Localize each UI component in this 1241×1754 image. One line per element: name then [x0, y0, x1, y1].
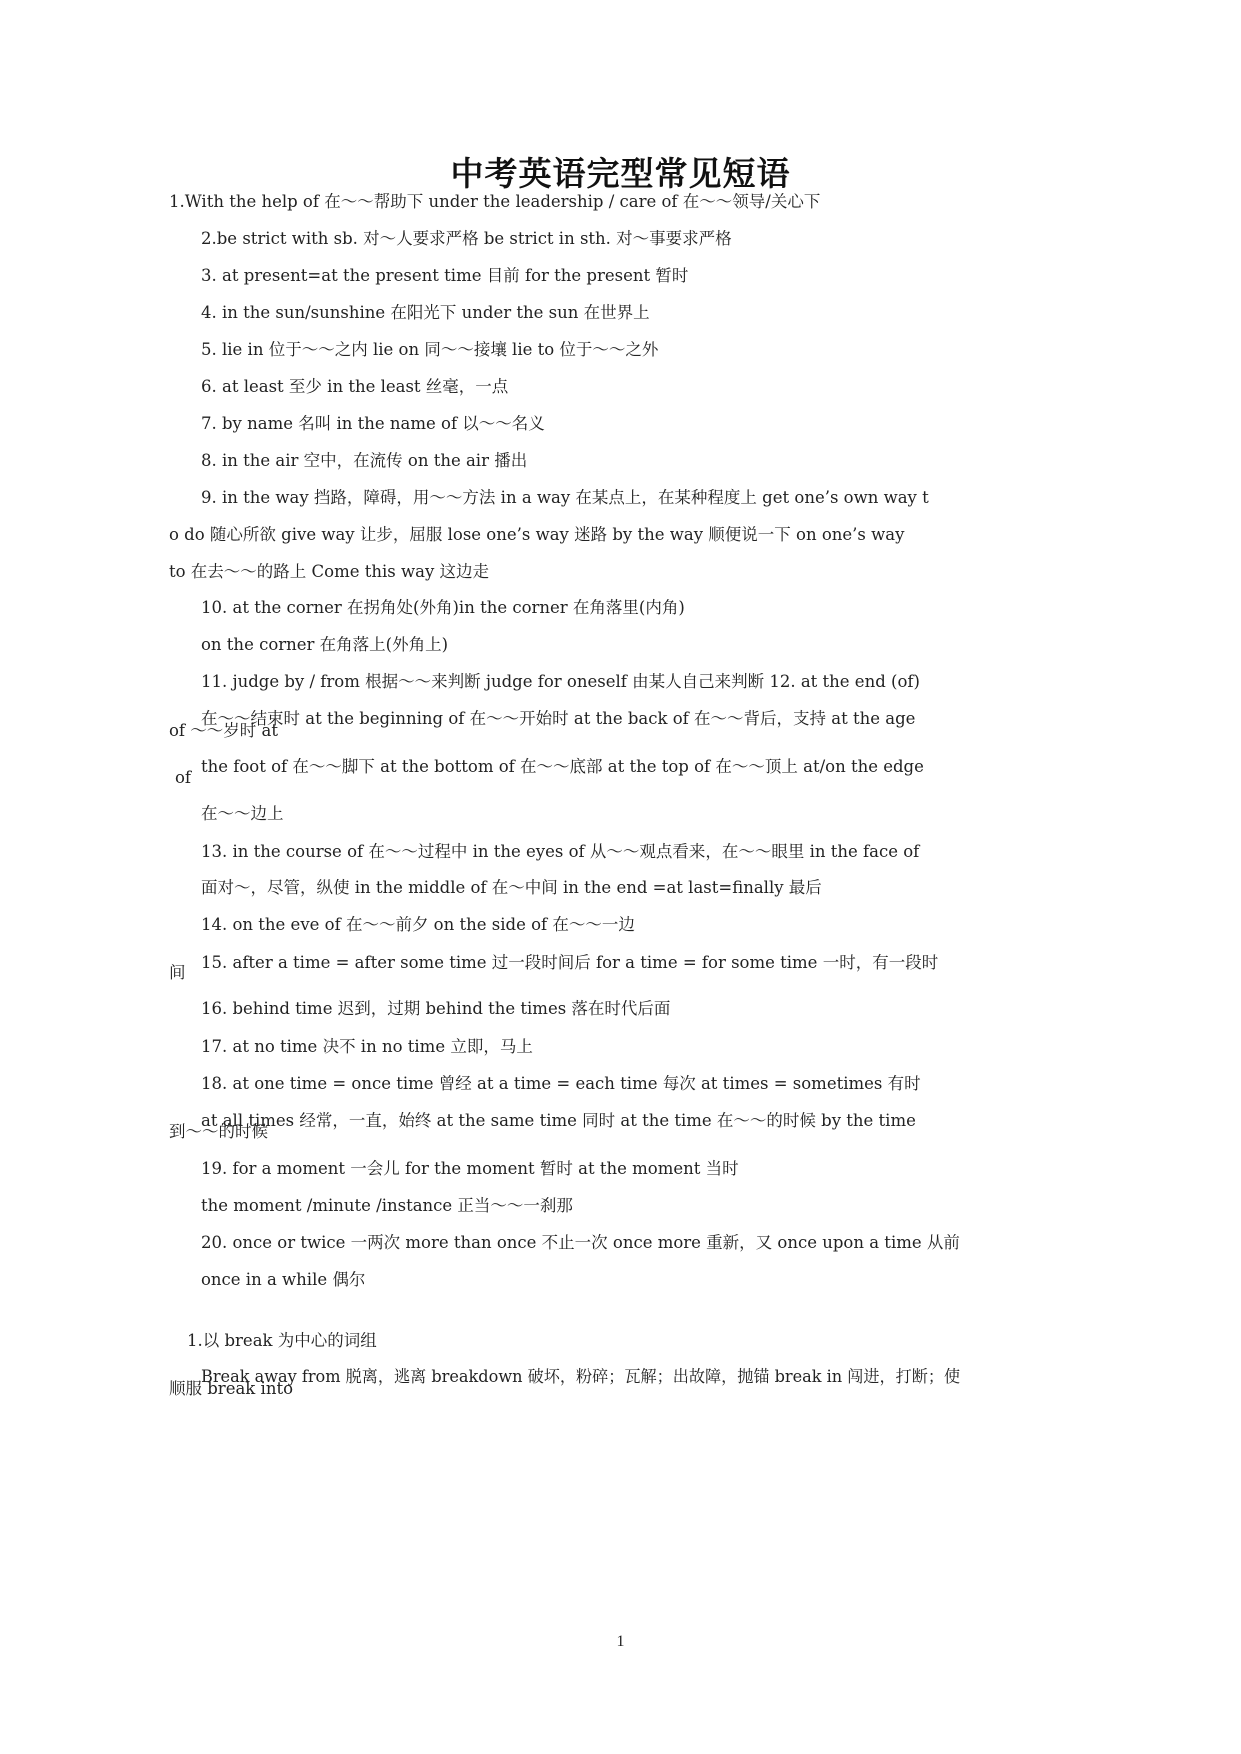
- text-line: 5. lie in 位于～～之内 lie on 同～～接壤 lie to 位于～～之外: [201, 340, 659, 359]
- text-line: 20. once or twice 一两次 more than once 不止一次 once more 重新，又 once upon a time 从前: [201, 1233, 960, 1252]
- text-line: 15. after a time = after some time 过一段时间后 for a time = for some time 一时，有一段时: [201, 953, 939, 972]
- text-line: 13. in the course of 在～～过程中 in the eyes of 从～～观点看来，在～～眼里 in the face of: [201, 842, 920, 861]
- text-line: 14. on the eve of 在～～前夕 on the side of 在～～一边: [201, 915, 635, 934]
- text-line: the foot of 在～～脚下 at the bottom of 在～～底部 at the top of 在～～顶上 at/on the edge: [201, 757, 924, 776]
- text-line: Break away from 脱离，逃离 breakdown 破坏，粉碎；瓦解；出故障，抛锚 break in 闯进，打断；使: [201, 1367, 961, 1386]
- text-line: 6. at least 至少 in the least 丝毫，一点: [201, 377, 509, 396]
- text-line: 10. at the corner 在拐角处(外角)in the corner 在角落里(内角): [201, 598, 685, 617]
- text-line: 面对～，尽管，纵使 in the middle of 在～中间 in the end =at last=finally 最后: [201, 878, 822, 897]
- text-line: 18. at one time = once time 曾经 at a time = each time 每次 at times = sometimes 有时: [201, 1074, 921, 1093]
- page-title: 中考英语完型常见短语: [450, 154, 791, 193]
- section-heading: 1.以 break 为中心的词组: [187, 1331, 377, 1350]
- text-line: 4. in the sun/sunshine 在阳光下 under the sun 在世界上: [201, 303, 650, 322]
- text-line: 8. in the air 空中，在流传 on the air 播出: [201, 451, 528, 470]
- text-line: 16. behind time 迟到，过期 behind the times 落在时代后面: [201, 999, 671, 1018]
- text-line: on the corner 在角落上(外角上): [201, 635, 449, 654]
- text-line: 在～～结束时 at the beginning of 在～～开始时 at the back of 在～～背后，支持 at the age: [201, 709, 916, 728]
- text-line-overflow: of ～～岁时 at: [169, 721, 278, 740]
- text-line: o do 随心所欲 give way 让步，屈服 lose one’s way 迷路 by the way 顺便说一下 on one’s way: [169, 525, 905, 544]
- text-line-overflow: of: [175, 768, 192, 787]
- text-line-overflow: 间: [169, 963, 186, 982]
- text-line: 1.With the help of 在～～帮助下 under the leadership / care of 在～～领导/关心下: [169, 192, 821, 211]
- page-number: 1: [616, 1633, 625, 1650]
- text-line: 3. at present=at the present time 目前 for the present 暂时: [201, 266, 689, 285]
- text-line: 9. in the way 挡路，障碍，用～～方法 in a way 在某点上，在某种程度上 get one’s own way t: [201, 488, 929, 507]
- text-line: at all times 经常，一直，始终 at the same time 同时 at the time 在～～的时候 by the time: [201, 1111, 916, 1130]
- text-line: 2.be strict with sb. 对～人要求严格 be strict in sth. 对～事要求严格: [201, 229, 732, 248]
- text-line-overflow: 到～～的时候: [169, 1122, 268, 1141]
- text-line: 11. judge by / from 根据～～来判断 judge for oneself 由某人自己来判断 12. at the end (of): [201, 672, 920, 691]
- text-line: once in a while 偶尔: [201, 1270, 366, 1289]
- text-line: 17. at no time 决不 in no time 立即，马上: [201, 1037, 533, 1056]
- text-line: 在～～边上: [201, 804, 284, 823]
- text-line: 7. by name 名叫 in the name of 以～～名义: [201, 414, 545, 433]
- text-line: 19. for a moment 一会儿 for the moment 暂时 at the moment 当时: [201, 1159, 739, 1178]
- text-line-overflow: 顺服 break into: [169, 1379, 294, 1398]
- text-line: the moment /minute /instance 正当～～一刹那: [201, 1196, 573, 1215]
- text-line: to 在去～～的路上 Come this way 这边走: [169, 562, 490, 581]
